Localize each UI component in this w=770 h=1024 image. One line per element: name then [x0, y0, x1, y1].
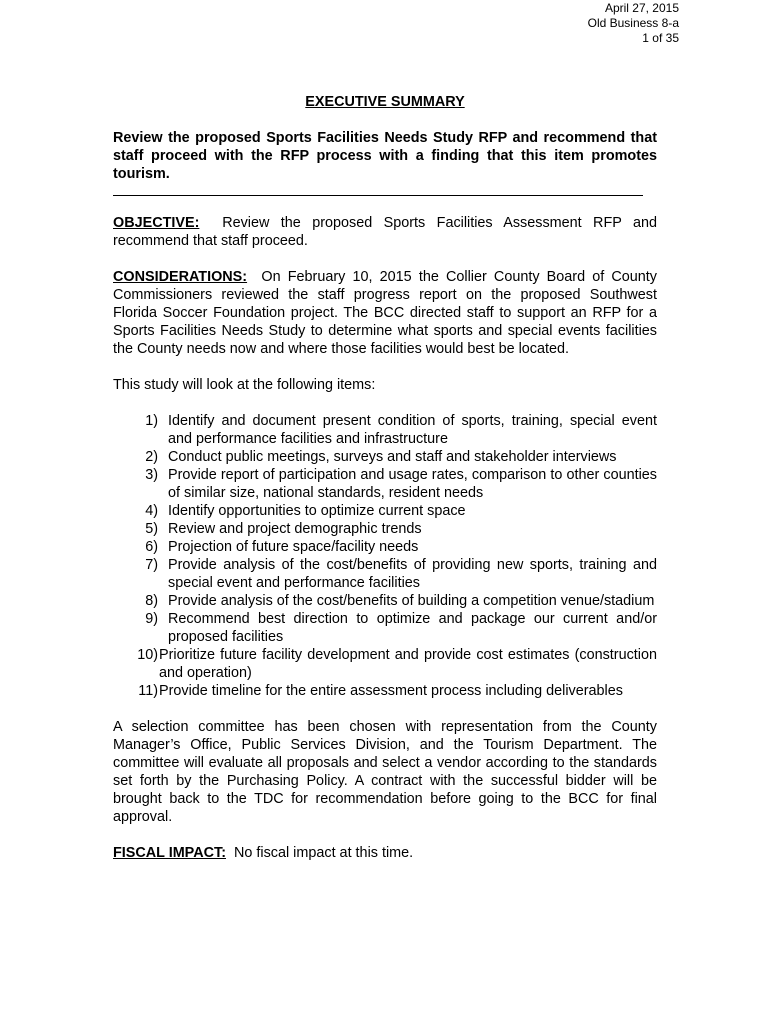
document-body: [113, 93, 657, 880]
considerations-text: On February 10, 2015 the Collier County Board of County Commissioners reviewed the staff progress report on the proposed Southwest Florida Soccer Foundation project. The BCC directed staff to support an RFP for a Sports Facilities Needs Study to determine what sports and special events facilities the County needs now and where those facilities would best be located.: [113, 269, 658, 357]
list-item-number: 9): [145, 611, 158, 627]
list-item-text: Identify opportunities to optimize current space: [168, 503, 466, 519]
fiscal-impact-section: [113, 844, 657, 862]
list-item: [113, 520, 657, 538]
list-item-text: Conduct public meetings, surveys and staff and stakeholder interviews: [168, 449, 617, 465]
list-item-number: 2): [145, 449, 158, 465]
lead-statement: Review the proposed Sports Facilities Needs Study RFP and recommend that staff proceed with the RFP process with a finding that this item promotes tourism.: [113, 130, 657, 182]
list-item: [113, 502, 657, 520]
header-date: April 27, 2015: [604, 1, 679, 15]
header-page-number: 1 of 35: [642, 31, 679, 45]
objective-text: Review the proposed Sports Facilities Assessment RFP and recommend that staff proceed.: [113, 215, 657, 249]
list-item: [113, 538, 657, 556]
list-item: [113, 448, 657, 466]
objective-label: OBJECTIVE:: [113, 215, 200, 231]
list-item-text: Projection of future space/facility needs: [168, 539, 419, 555]
list-item: [113, 592, 657, 610]
list-item: [113, 466, 657, 502]
considerations-label: CONSIDERATIONS:: [113, 269, 248, 285]
list-item-number: 11): [138, 683, 158, 699]
list-item-number: 3): [145, 467, 158, 483]
list-item-text: Provide analysis of the cost/benefits of building a competition venue/stadium: [168, 593, 655, 609]
list-item-text: Review and project demographic trends: [168, 521, 422, 537]
list-item-number: 7): [145, 557, 158, 573]
list-item-number: 10): [137, 647, 158, 663]
list-item-text: Provide timeline for the entire assessment process including deliverables: [159, 683, 623, 699]
list-item-text: Provide report of participation and usage rates, comparison to other counties of similar size, national standards, resident needs: [168, 467, 657, 501]
study-intro: This study will look at the following items:: [113, 377, 376, 393]
considerations-section: [113, 268, 657, 358]
objective-section: [113, 214, 657, 250]
list-item-text: Prioritize future facility development and provide cost estimates (construction and operation): [159, 647, 657, 681]
list-item: [113, 610, 657, 646]
selection-paragraph: A selection committee has been chosen with representation from the County Manager’s Office, Public Services Division, and the Tourism Department. The committee will evaluate all proposals and select a vendor according to the standards set forth by the Purchasing Policy. A contract with the successful bidder will be brought back to the TDC for recommendation before going to the BCC for final approval.: [113, 719, 657, 825]
fiscal-impact-text: No fiscal impact at this time.: [234, 845, 414, 861]
list-item: [113, 556, 657, 592]
list-item: [113, 646, 657, 682]
list-item: [113, 682, 657, 700]
page-title: EXECUTIVE SUMMARY: [305, 94, 465, 110]
list-item-number: 5): [145, 521, 158, 537]
fiscal-impact-label: FISCAL IMPACT:: [113, 845, 226, 861]
list-item-text: Provide analysis of the cost/benefits of providing new sports, training and special event and performance facilities: [168, 557, 657, 591]
header-agenda-item: Old Business 8-a: [587, 16, 679, 30]
divider-line: [113, 195, 643, 196]
list-item: [113, 412, 657, 448]
list-item-number: 4): [145, 503, 158, 519]
list-item-text: Recommend best direction to optimize and package our current and/or proposed facilities: [168, 611, 657, 645]
study-items-list: [113, 412, 657, 700]
page-header: [588, 1, 679, 46]
list-item-text: Identify and document present condition of sports, training, special event and performance facilities and infrastructure: [168, 413, 657, 447]
list-item-number: 6): [145, 539, 158, 555]
list-item-number: 8): [145, 593, 158, 609]
list-item-number: 1): [145, 413, 158, 429]
